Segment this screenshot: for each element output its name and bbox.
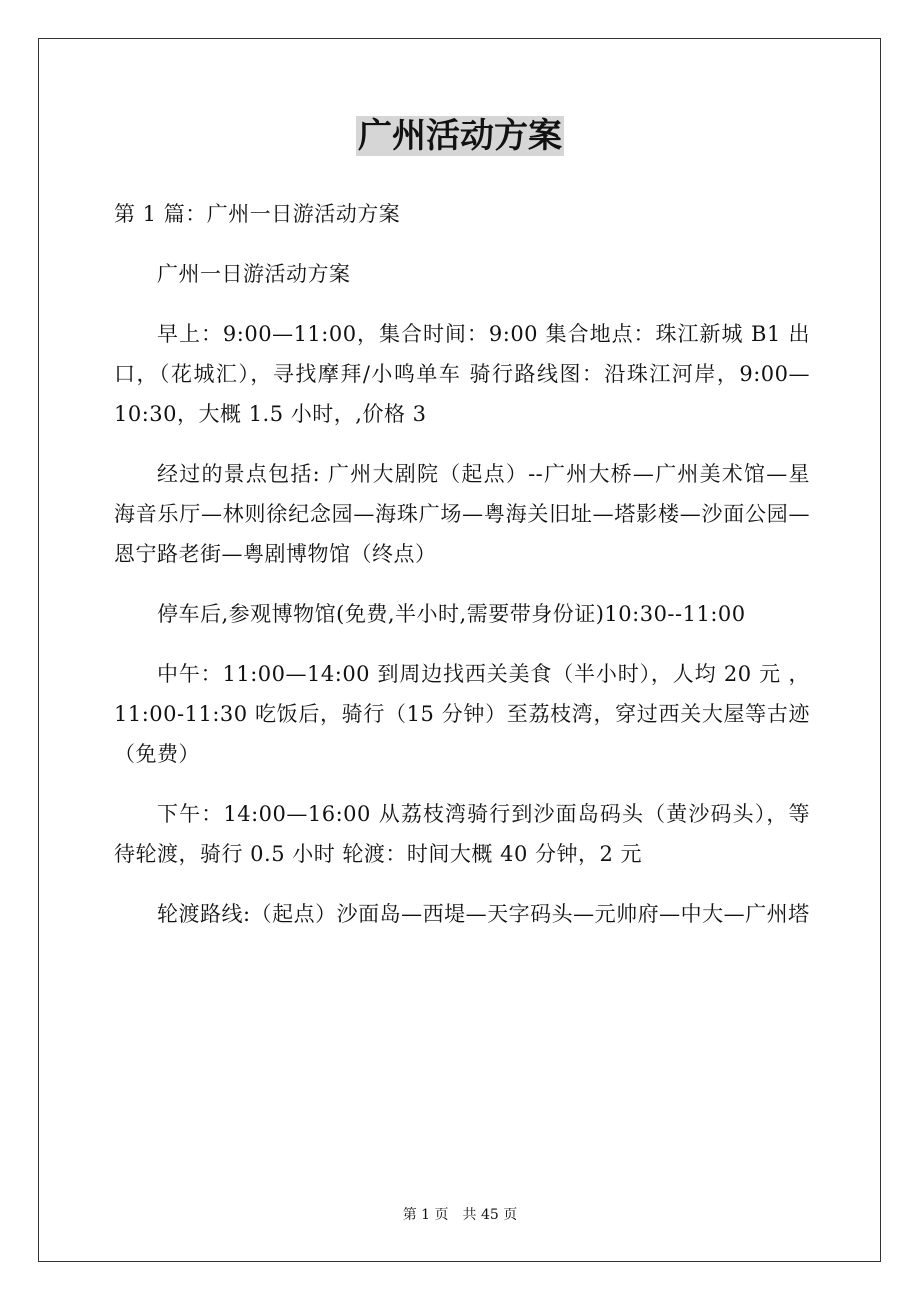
total-page-count: 共 45 页	[462, 1207, 518, 1223]
paragraph-ferry-route: 轮渡路线:（起点）沙面岛—西堤—天字码头—元帅府—中大—广州塔	[157, 902, 810, 926]
current-page-number: 第 1 页	[402, 1207, 449, 1223]
section-heading: 第 1 篇：广州一日游活动方案	[114, 202, 401, 226]
paragraph-noon: 中午：11:00—14:00 到周边找西关美食（半小时），人均 20 元 ，11:00-11:30 吃饭后，骑行（15 分钟）至荔枝湾，穿过西关大屋等古迹（免费）	[114, 662, 810, 766]
paragraph-museum-visit: 停车后,参观博物馆(免费,半小时,需要带身份证)10:30--11:00	[157, 602, 746, 626]
paragraph-afternoon: 下午：14:00—16:00 从荔枝湾骑行到沙面岛码头（黄沙码头），等待轮渡，骑行 0.5 小时 轮渡：时间大概 40 分钟，2 元	[114, 802, 810, 866]
document-body	[114, 194, 810, 954]
document-title-text: 广州活动方案	[358, 116, 562, 156]
paragraph-plan-title: 广州一日游活动方案	[157, 262, 351, 286]
paragraph-attractions: 经过的景点包括: 广州大剧院（起点）--广州大桥—广州美术馆—星海音乐厅—林则徐纪念园—海珠广场—粤海关旧址—塔影楼—沙面公园—恩宁路老街—粤剧博物馆（终点）	[114, 462, 810, 566]
paragraph-morning: 早上：9:00—11:00，集合时间：9:00 集合地点：珠江新城 B1 出口，（花城汇），寻找摩拜/小鸣单车 骑行路线图：沿珠江河岸，9:00—10:30，大概 1.5 小时，,价格 3	[114, 322, 810, 426]
document-title	[0, 112, 920, 160]
page-footer	[0, 1205, 920, 1225]
